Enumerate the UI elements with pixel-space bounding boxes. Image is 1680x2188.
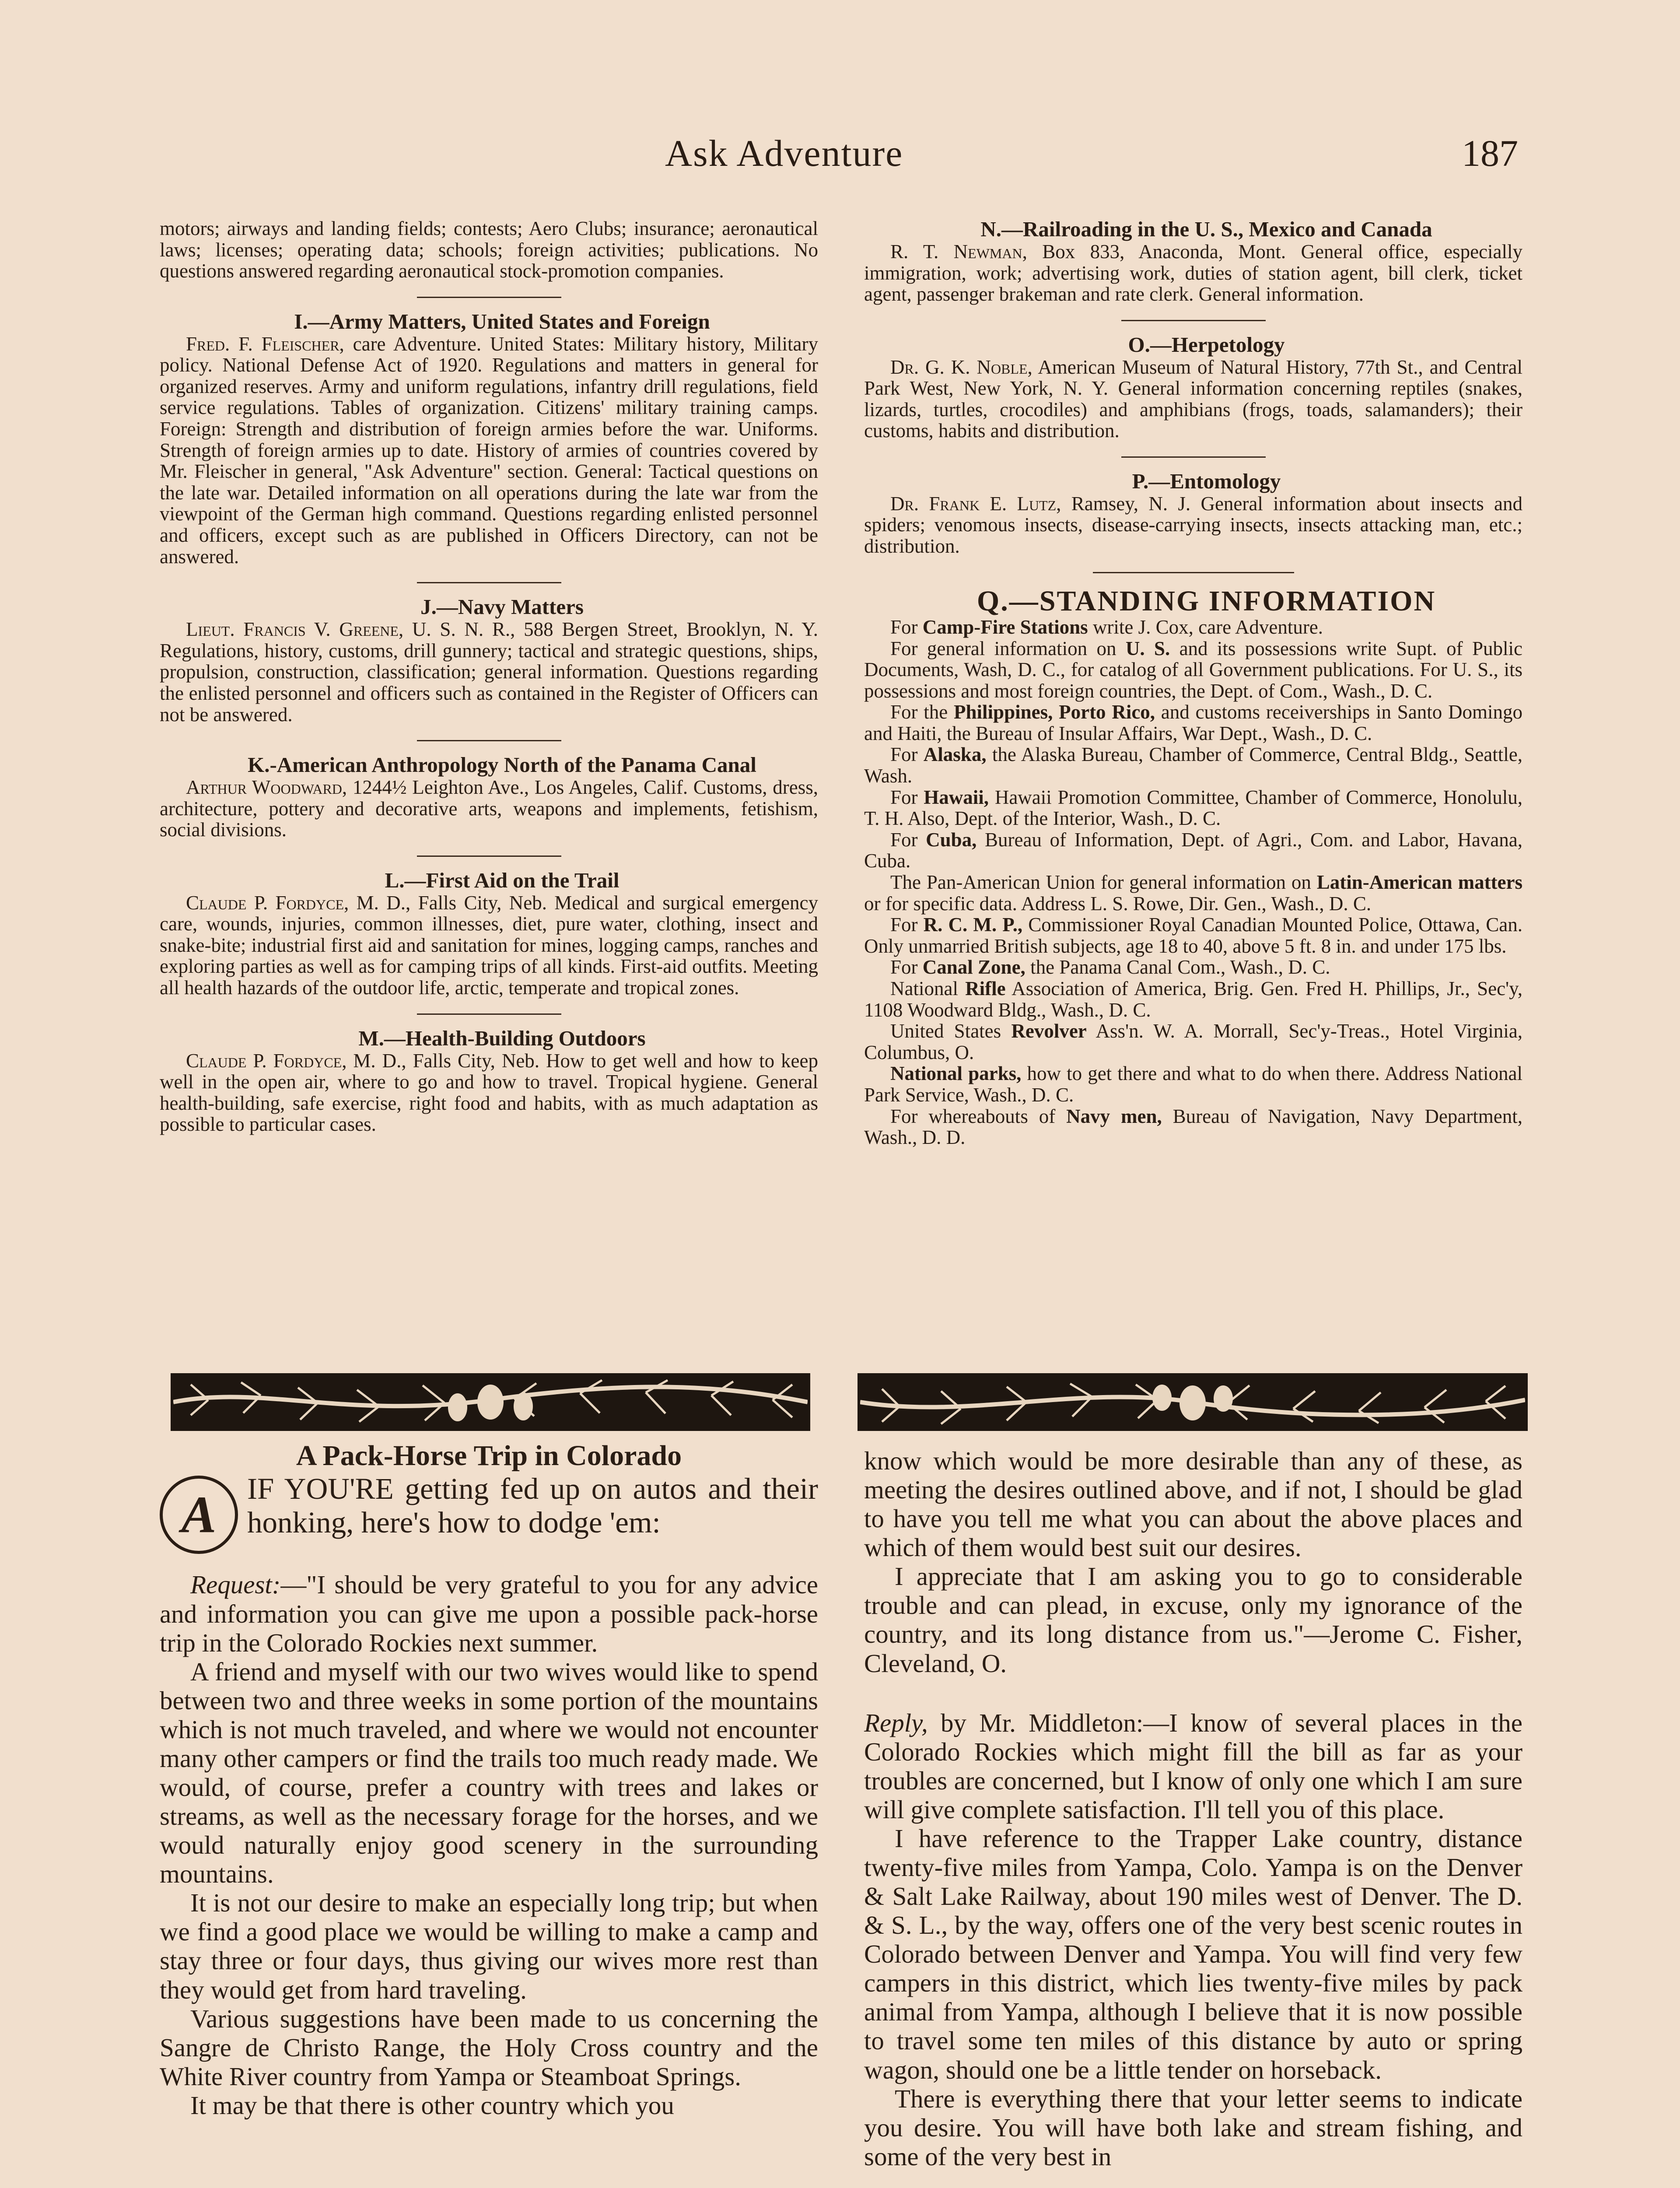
section-health-building	[160, 1027, 818, 1135]
section-divider	[417, 740, 561, 741]
pine-branch-ornament	[173, 1376, 808, 1428]
standing-entry	[864, 744, 1522, 786]
standing-entry	[864, 1063, 1522, 1105]
section-heading: J.—Navy Matters	[420, 595, 584, 619]
entry-text: and its possessions write Supt. of Public Documents, Wash, D. C., for catalog of all Government publications. For U. S., its possessions and most foreign countries, the Dept. of Com., Wash., D. C.	[864, 637, 1523, 702]
request-label: Request:	[190, 1570, 281, 1599]
expert-name: Lieut. Francis V. Greene	[186, 618, 399, 641]
left-directory-column	[160, 218, 818, 1135]
section-heading: P.—Entomology	[1132, 469, 1281, 493]
section-divider	[417, 582, 561, 583]
section-entomology	[864, 470, 1522, 557]
section-body: , M. D., Falls City, Neb. How to get well and how to keep well in the open air, where to go and how to travel. Tropical hygiene. General health-building, safe exercise, right food and habits, with as much adaptation as possible to particular cases.	[160, 1049, 818, 1136]
entry-text: For general information on	[890, 637, 1126, 659]
standing-entry	[864, 638, 1522, 702]
entry-text: the Panama Canal Com., Wash., D. C.	[1025, 956, 1330, 978]
section-heading: I.—Army Matters, United States and Foreign	[294, 309, 710, 333]
entry-topic: U. S.	[1125, 637, 1170, 659]
section-body: , M. D., Falls City, Neb. Medical and surgical emergency care, wounds, injuries, common illnesses, diet, pure water, clothing, insect and snake-bite; industrial first aid and sanitation for mines, logging camps, ranches and exploring parties as well as for camping trips of all kinds. First-aid outfits. Meeting all health hazards of the outdoor life, arctic, temperate and tropical zones.	[160, 891, 818, 999]
entry-topic: Hawaii,	[924, 786, 989, 808]
section-divider	[417, 1013, 561, 1015]
section-divider	[417, 297, 561, 298]
entry-text: For	[890, 743, 924, 766]
section-body: , American Museum of Natural History, 77th St., and Central Park West, New York, N. Y. General information concerning reptiles (snakes, lizards, turtles, crocodiles) and amphibians (frogs, toads, salamanders); their customs, habits and distribution.	[864, 356, 1522, 442]
section-divider	[417, 856, 561, 857]
story-paragraph: It may be that there is other country which you	[190, 2090, 674, 2120]
entry-topic: Alaska,	[923, 743, 987, 766]
story-lead	[160, 1472, 818, 1544]
entry-text: the Alaska Bureau, Chamber of Commerce, Central Bldg., Seattle, Wash.	[864, 743, 1522, 787]
entry-text: Association of America, Brig. Gen. Fred H. Phillips, Jr., Sec'y, 1108 Woodward Bldg., Wash., D. C.	[864, 978, 1522, 1021]
right-directory-column	[864, 218, 1522, 1148]
entry-text: write J. Cox, care Adventure.	[1088, 616, 1323, 638]
standing-entry	[864, 914, 1522, 957]
pine-branch-ornament	[860, 1376, 1525, 1428]
decorative-pine-banner-right	[858, 1373, 1528, 1431]
section-army-matters	[160, 310, 818, 567]
entry-topic: Cuba,	[926, 828, 977, 851]
story-paragraph: I have reference to the Trapper Lake country, distance twenty-five miles from Yampa, Colo. Yampa is on the Denver & Salt Lake Railway, about 190 miles west of Denver. The D. & S. L., by the way, offers one of the very best scenic routes in Colorado between Denver and Yampa. You will find very few campers in this district, which lies twenty-five miles by pack animal from Yampa, although I believe that it is now possible to travel some ten miles of this distance by auto or spring wagon, should one be a little tender on horseback.	[864, 1823, 1522, 2084]
entry-text: For	[890, 786, 924, 808]
standing-entry	[864, 701, 1522, 744]
decorative-pine-banner-left	[171, 1373, 810, 1431]
section-heading: N.—Railroading in the U. S., Mexico and Canada	[980, 217, 1432, 241]
spacer	[864, 1678, 1522, 1708]
entry-topic: Navy men,	[1066, 1105, 1162, 1127]
section-divider	[1093, 572, 1294, 573]
entry-text: or for specific data. Address L. S. Rowe, Dir. Gen., Wash., D. C.	[864, 892, 1372, 915]
entry-text: Bureau of Navigation, Navy Department, Wash., D. D.	[864, 1105, 1523, 1149]
spacer	[160, 1539, 818, 1570]
entry-text: National	[890, 978, 966, 1000]
standing-information-heading: Q.—STANDING INFORMATION	[976, 585, 1436, 617]
entry-topic: Canal Zone,	[922, 956, 1026, 978]
standing-entry	[864, 1106, 1522, 1148]
section-first-aid	[160, 869, 818, 999]
story-left-column	[160, 1440, 818, 2120]
entry-topic: Latin-American matters	[1316, 871, 1522, 894]
section-navy-matters	[160, 596, 818, 725]
entry-topic: National parks,	[890, 1062, 1022, 1085]
entry-text: For	[890, 616, 923, 638]
entry-topic: Revolver	[1011, 1020, 1087, 1042]
expert-name: R. T. Newman	[890, 240, 1022, 263]
entry-text: how to get there and what to do when there. Address National Park Service, Wash., D. C.	[864, 1062, 1522, 1106]
entry-topic: Rifle	[965, 978, 1006, 1000]
section-american-anthropology	[160, 754, 818, 841]
section-body: , U. S. N. R., 588 Bergen Street, Brooklyn, N. Y. Regulations, history, customs, drill gunnery; tactical and strategic questions, ships, propulsion, construction, classification; general information. Questions regarding the enlisted personnel and officers such as contained in the Register of Officers can not be answered.	[160, 618, 818, 726]
standing-entry	[864, 787, 1522, 829]
entry-text: For	[890, 956, 923, 978]
standing-entry	[864, 1020, 1522, 1063]
intro-paragraph: motors; airways and landing fields; contests; Aero Clubs; insurance; aeronautical laws; licenses; operating data; schools; foreign activities; publications. No questions answered regarding aeronautical stock-promotion companies.	[160, 217, 818, 282]
standing-entry	[864, 617, 1522, 638]
expert-name: Claude P. Fordyce	[186, 891, 344, 914]
entry-text: For the	[890, 701, 954, 723]
entry-text: Bureau of Information, Dept. of Agri., Com. and Labor, Havana, Cuba.	[864, 828, 1522, 872]
section-heading: K.-American Anthropology North of the Panama Canal	[248, 753, 756, 777]
section-divider	[1121, 320, 1266, 321]
entry-text: United States	[890, 1020, 1012, 1042]
story-paragraph: Various suggestions have been made to us concerning the Sangre de Christo Range, the Holy Cross country and the White River country from Yampa or Steamboat Springs.	[160, 2004, 818, 2091]
entry-text: For whereabouts of	[890, 1105, 1067, 1127]
story-paragraph: know which would be more desirable than any of these, as meeting the desires outlined above, and if not, I should be glad to have you tell me what you can about the above places and which of them would best suit our desires.	[864, 1446, 1522, 1562]
expert-name: Dr. G. K. Noble	[890, 356, 1028, 378]
standing-entry	[864, 978, 1522, 1020]
section-heading: L.—First Aid on the Trail	[385, 868, 620, 892]
standing-entry	[864, 957, 1522, 978]
story-paragraph: It is not our desire to make an especially long trip; but when we find a good place we would be willing to make a camp and stay three or four days, thus giving our wives more rest than they would get from hard traveling.	[160, 1888, 818, 2004]
standing-entry	[864, 872, 1522, 914]
entry-text: The Pan-American Union for general information on	[890, 871, 1317, 894]
entry-topic: Philippines, Porto Rico,	[954, 701, 1155, 723]
entry-text: Commissioner Royal Canadian Mounted Police, Ottawa, Can. Only unmarried British subjects, age 18 to 40, above 5 ft. 8 in. and under 175 lbs.	[864, 914, 1522, 957]
page-number: 187	[1462, 132, 1518, 174]
story-title: A Pack-Horse Trip in Colorado	[296, 1440, 682, 1472]
lead-text: IF YOU'RE getting fed up on autos and their honking, here's how to dodge 'em:	[247, 1472, 818, 1539]
section-body: , 1244½ Leighton Ave., Los Angeles, Calif. Customs, dress, architecture, pottery and decorative arts, weapons and implements, fetishism, social divisions.	[160, 776, 818, 841]
section-body: , Ramsey, N. J. General information about insects and spiders; venomous insects, disease-carrying insects, insects attacking man, etc.; distribution.	[864, 492, 1522, 558]
section-body: , Box 833, Anaconda, Mont. General office, especially immigration, work; advertising work, duties of station agent, bill clerk, ticket agent, passenger brakeman and rate clerk. General information.	[864, 240, 1522, 305]
story-paragraph: I appreciate that I am asking you to go to considerable trouble and can plead, in excuse, only my ignorance of the country, and its long distance from us."—Jerome C. Fisher, Cleveland, O.	[864, 1562, 1522, 1678]
expert-name: Claude P. Fordyce	[186, 1049, 342, 1072]
story-paragraph: A friend and myself with our two wives would like to spend between two and three weeks in some portion of the mountains which is not much traveled, and where we would not encounter many other campers or find the trails too much ready made. We would, of course, prefer a country with trees and lakes or streams, as well as the necessary forage for the horses, and we would naturally enjoy good scenery in the surrounding mountains.	[160, 1657, 818, 1889]
standing-information-list	[864, 617, 1522, 1148]
entry-text: Ass'n. W. A. Morrall, Sec'y-Treas., Hotel Virginia, Columbus, O.	[864, 1020, 1522, 1063]
story-paragraph: —"I should be very grateful to you for any advice and information you can give me upon a possible pack-horse trip in the Colorado Rockies next summer.	[160, 1570, 818, 1657]
entry-text: Hawaii Promotion Committee, Chamber of Commerce, Honolulu, T. H. Also, Dept. of the Interior, Wash., D. C.	[864, 786, 1522, 830]
entry-topic: R. C. M. P.,	[923, 914, 1023, 936]
story-paragraph: There is everything there that your letter seems to indicate you desire. You will have both lake and stream fishing, and some of the very best in	[864, 2084, 1522, 2171]
section-heading: M.—Health-Building Outdoors	[358, 1026, 646, 1050]
expert-name: Fred. F. Fleischer	[186, 333, 340, 355]
running-title: Ask Adventure	[665, 132, 903, 174]
section-railroading	[864, 218, 1522, 305]
entry-text: For	[890, 914, 924, 936]
standing-entry	[864, 829, 1522, 872]
entry-text: For	[890, 828, 926, 851]
section-divider	[1121, 456, 1266, 458]
section-herpetology	[864, 333, 1522, 442]
reply-label: Reply,	[864, 1708, 928, 1737]
story-paragraph: by Mr. Middleton:—I know of several places in the Colorado Rockies which might fill the bill as far as your troubles are concerned, but I know of only one which I am sure will give complete satisfaction. I'll tell you of this place.	[864, 1708, 1522, 1824]
section-body: , care Adventure. United States: Military history, Military policy. National Defense Act of 1920. Regulations and matters in general for organized reserves. Army and uniform regulations, infantry drill regulations, field service regulations. Tables of organization. Citizens' military training camps. Foreign: Strength and distribution of foreign armies before the war. Uniforms. Strength of foreign armies up to date. History of armies of countries covered by Mr. Fleischer in general, "Ask Adventure" section. General: Tactical questions on the late war. Detailed information on all operations during the late war from the viewpoint of the German high command. Questions regarding enlisted personnel and officers, except such as are published in Officers Directory, can not be answered.	[160, 333, 818, 568]
entry-topic: Camp-Fire Stations	[922, 616, 1088, 638]
entry-text: and customs receiverships in Santo Domingo and Haiti, the Bureau of Insular Affairs, War Dept., Wash., D. C.	[864, 701, 1522, 744]
ornamental-initial: A	[160, 1476, 238, 1554]
section-heading: O.—Herpetology	[1128, 332, 1285, 357]
expert-name: Arthur Woodward	[186, 776, 342, 798]
story-right-column	[864, 1446, 1522, 2171]
expert-name: Dr. Frank E. Lutz	[890, 492, 1057, 515]
